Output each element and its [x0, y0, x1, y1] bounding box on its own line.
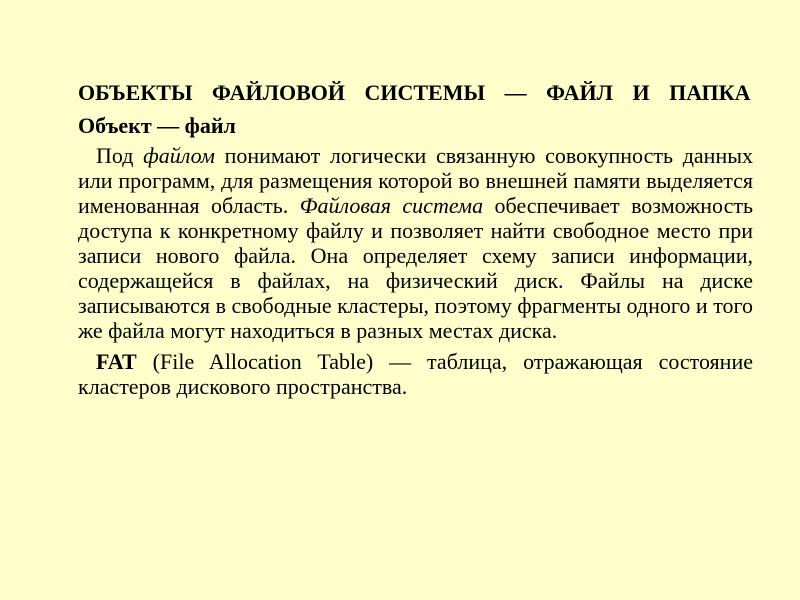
paragraph-text: понимают логически связанную совокупность данных или программ, для размещения которой во внешней памяти выделяется именованная область. [78, 143, 753, 218]
emphasis-term: файлом [143, 143, 215, 168]
slide-heading: ОБЪЕКТЫ ФАЙЛОВОЙ СИСТЕМЫ — ФАЙЛ И ПАПКА [78, 80, 751, 105]
paragraph-text: Под [96, 143, 144, 168]
slide-subheading: Объект — файл [78, 113, 236, 138]
emphasis-term: Файловая система [299, 193, 484, 218]
paragraph-file-definition [78, 143, 753, 343]
paragraph-text: (File Allocation Table) — таблица, отражающая состояние кластеров дискового пространства. [78, 349, 753, 399]
slide-content [78, 80, 753, 405]
paragraph-fat-definition [78, 349, 753, 399]
paragraph-text: обеспечивает возможность доступа к конкретному файлу и позволяет найти свободное место при записи нового файла. Она определяет схему записи информации, содержащейся в файлах, на физический диск. Файлы на диске записываются в свободные кластеры, поэтому фрагменты одного и того же файла могут находиться в разных местах диска. [78, 193, 753, 343]
bold-term: FAT [96, 349, 137, 374]
